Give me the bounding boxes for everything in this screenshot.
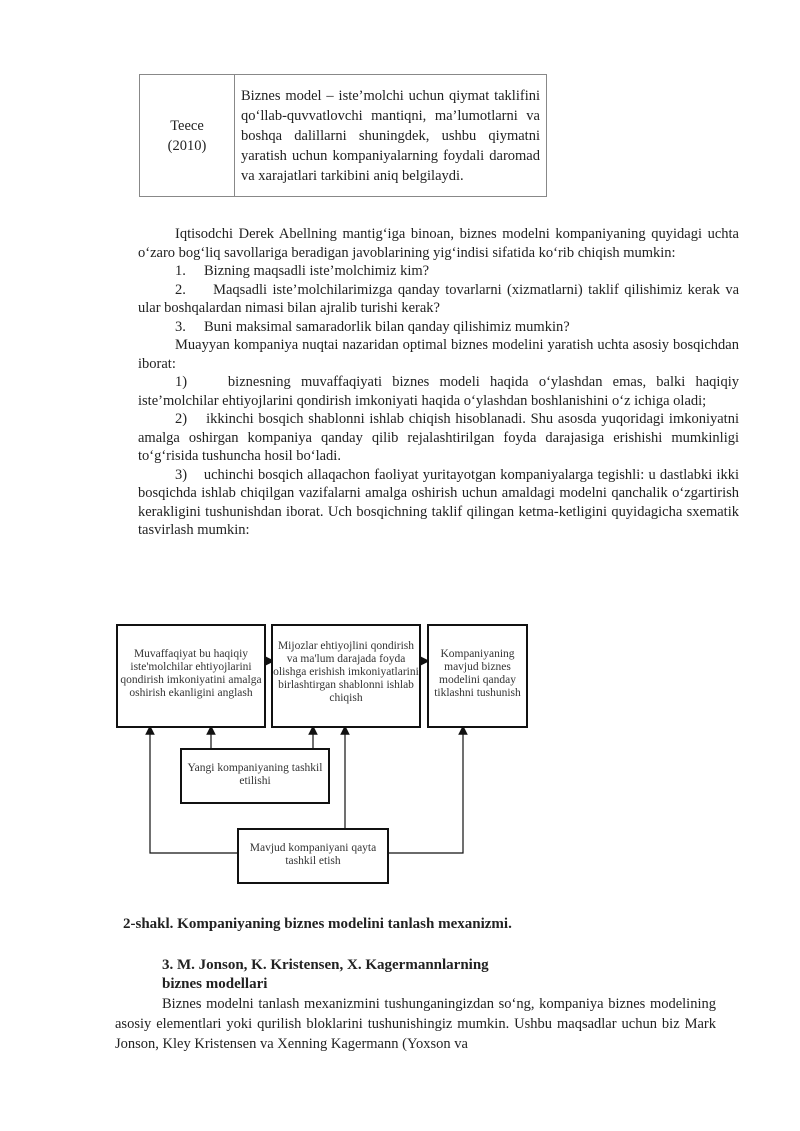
stage-1: 1) biznesning muvaffaqiyati biznes modeli haqida o‘ylashdan emas, balki haqiqiy iste’molchilar ehtiyojlarini qondirish imkoniyati haqida o‘ylashdan boshlanishini o‘z ichiga oladi; xyxy=(138,374,739,409)
box-line: Yangi kompaniyaning tashkil xyxy=(187,762,323,774)
diagram-box-success xyxy=(116,624,266,728)
box-line: Muvaffaqiyat bu haqiqiy xyxy=(133,648,249,660)
question-1: 1. Bizning maqsadli iste’molchimiz kim? xyxy=(175,263,430,279)
box-line: birlashtirgan shablonni ishlab xyxy=(278,679,414,691)
author-name: Teece xyxy=(170,117,204,134)
box-line: oshirish ekanligini anglash xyxy=(129,687,253,699)
stage-3: 3) uchinchi bosqich allaqachon faoliyat yuritayotgan kompaniyalarga tegishli: u dastlabki ikki bosqichda ishlab chiqilgan vazifalarni amalga oshirish uchun amaldagi modelni qanchalik o‘zgartirish kerakligini tushunishdan iborat. Uch bosqichning taklif qilingan ketma-ketligini quyidagicha sxematik tasvirlash mumkin: xyxy=(138,466,739,538)
definition-cell: Biznes model – iste’molchi uchun qiymat taklifini qo‘llab-quvvatlovchi mantiqni, ma’lumotlarni va boshqa dalillarni shuningdek, ushbu qiymatni yaratish uchun kompaniyalarning foydali daromad va xarajatlari tarkibini aniq belgilaydi. xyxy=(235,75,547,197)
figure-caption: 2-shakl. Kompaniyaning biznes modelini tanlash mexanizmi. xyxy=(123,916,512,932)
box-line: Mavjud kompaniyani qayta xyxy=(249,842,377,854)
author-year: (2010) xyxy=(167,137,207,154)
definition-table xyxy=(139,74,547,197)
box-line: iste'molchilar ehtiyojlarini xyxy=(130,661,252,673)
diagram-box-existing-model xyxy=(427,624,528,728)
intro-paragraph: Iqtisodchi Derek Abellning mantig‘iga binoan, biznes modelni kompaniyaning quyidagi uchta o‘zaro bog‘liq savollariga beradigan javoblarining yig‘indisi sifatida ko‘rib chiqish mumkin: xyxy=(138,226,739,261)
section-title-line-1: 3. M. Jonson, K. Kristensen, X. Kagermannlarning xyxy=(162,957,489,973)
section-title-line-2: biznes modellari xyxy=(162,976,268,992)
question-2: 2. Maqsadli iste’molchilarimizga qanday tovarlarni (xizmatlarni) taklif qilishimiz kerak va ular boshqalardan nimasi bilan ajralib turishi kerak? xyxy=(138,281,739,316)
section-title xyxy=(162,956,489,994)
box-line: qondirish imkoniyatini amalga xyxy=(120,674,262,686)
box-line: modelini qanday xyxy=(439,674,516,686)
author-cell xyxy=(140,75,235,197)
body-text xyxy=(138,225,739,540)
diagram-box-new-company xyxy=(180,748,330,804)
box-line: olishga erishish imkoniyatlarini xyxy=(273,666,419,678)
question-3: 3. Buni maksimal samaradorlik bilan qanday qilishimiz mumkin? xyxy=(175,318,570,335)
stage-2: 2) ikkinchi bosqich shablonni ishlab chiqish hisoblanadi. Shu asosda yuqoridagi imkoniyatni amalga oshirgan kompaniya qanday qilib rejalashtirilgan foyda darajasiga erishishi mumkinligi to‘g‘risida tushuncha hosil bo‘ladi. xyxy=(138,411,739,464)
table-row xyxy=(140,75,547,197)
diagram-box-reorganize xyxy=(237,828,389,884)
box-line: tashkil etish xyxy=(285,855,341,867)
box-line: mavjud biznes xyxy=(444,661,511,673)
box-line: etilishi xyxy=(239,775,271,787)
section-body xyxy=(115,994,716,1054)
diagram-box-template xyxy=(271,624,421,728)
connector-right-loop xyxy=(388,730,463,853)
box-line: chiqish xyxy=(329,692,363,704)
box-line: va ma'lum darajada foyda xyxy=(286,653,406,665)
stages-intro: Muayyan kompaniya nuqtai nazaridan optimal biznes modelini yaratish uchta asosiy bosqichdan iborat: xyxy=(138,337,739,372)
box-line: Kompaniyaning xyxy=(440,648,515,660)
box-line: Mijozlar ehtiyojlini qondirish xyxy=(277,640,415,652)
box-line: tiklashni tushunish xyxy=(434,687,521,699)
section-paragraph: Biznes modelni tanlash mexanizmini tushunganingizdan so‘ng, kompaniya biznes modelining asosiy elementlari yoki qurilish bloklarini tushunishingiz mumkin. Ushbu maqsadlar uchun biz Mark Jonson, Kley Kristensen va Xenning Kagermann (Yoxson va xyxy=(115,996,716,1052)
